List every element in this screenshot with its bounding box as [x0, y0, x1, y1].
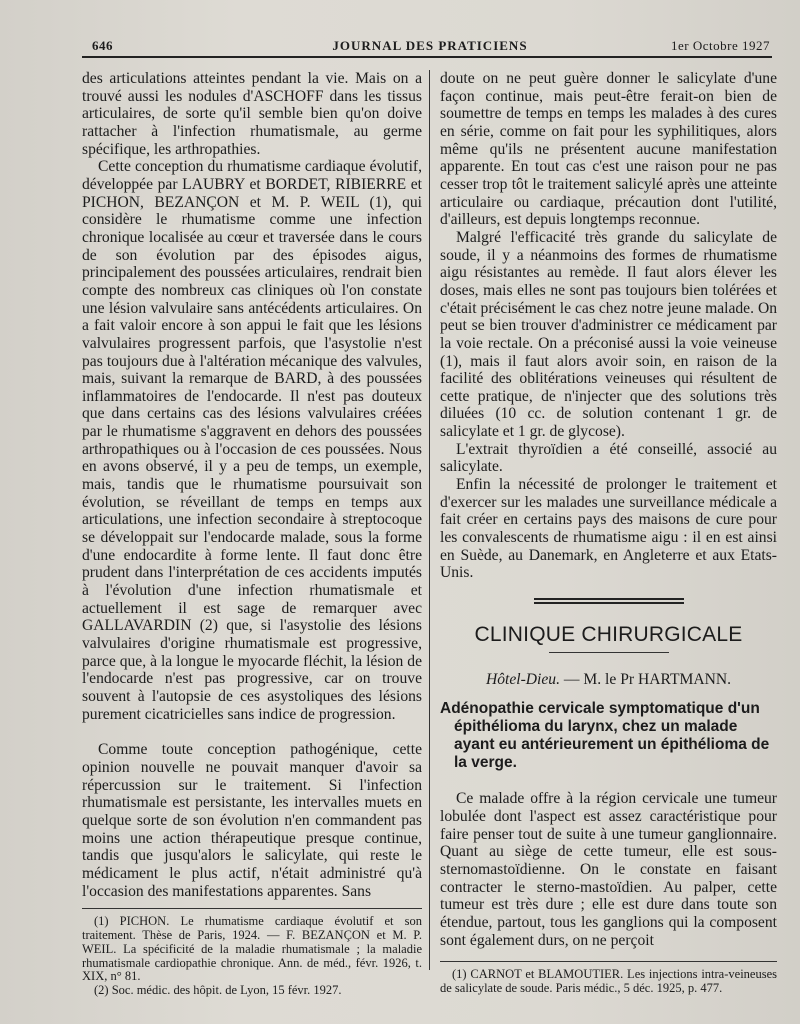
- article-title-line-1: Adénopathie cervicale symptomatique d'un: [440, 700, 760, 718]
- issue-date: 1er Octobre 1927: [671, 38, 770, 53]
- left-footnotes: [82, 915, 422, 998]
- section-title: CLINIQUE CHIRURGICALE: [474, 623, 743, 647]
- footnote-1: (1) PICHON. Le rhumatisme cardiaque évolutif et son traitement. Thèse de Paris, 1924. — F. BEZANÇON et M. P. WEIL. La spécificité de la maladie rhumatismale ; la maladie rhumatismale cardiopathie chronique. Ann. de méd., févr. 1926, t. XIX, n° 81.: [82, 914, 422, 984]
- left-paragraph-1: des articulations atteintes pendant la vie. Mais on a trouvé aussi les nodules d'ASCHOFF dans les tissus articulaires, de sorte qu'il semble bien qu'on doive rattacher à l'infection rhumatismale, au germe spécifique, les arthropathies.: [82, 70, 422, 158]
- professor-name: — M. le Pr HARTMANN.: [563, 670, 732, 688]
- article-title-line-3: ayant eu antérieurement un épithélioma de: [454, 736, 770, 754]
- left-column: [82, 70, 422, 998]
- running-header: [90, 36, 770, 54]
- article-title-line-4: la verge.: [454, 754, 517, 772]
- article-title-line-2: épithélioma du larynx, chez un malade: [454, 718, 738, 736]
- hospital-name: Hôtel-Dieu.: [485, 670, 560, 688]
- right-footnote-1: (1) CARNOT et BLAMOUTIER. Les injections intra-veineuses de salicylate de soude. Paris médic., 5 déc. 1925, p. 477.: [440, 967, 777, 996]
- right-footnotes: [440, 968, 777, 996]
- right-footnote-rule: [440, 961, 777, 962]
- right-paragraph-4: Enfin la nécessité de prolonger le traitement et d'exercer sur les malades une surveillance médicale a fait créer en certains pays des maisons de cure pour les convalescents de rhumatisme aigu : il en est ainsi en Suède, au Danemark, en Angleterre et aux Etats-Unis.: [440, 476, 777, 582]
- right-paragraph-5: Ce malade offre à la région cervicale une tumeur lobulée dont l'aspect est assez caractéristique pour faire penser tout de suite à une tumeur ganglionnaire. Quant au siège de cette tumeur, elle est sous-sternomastoïdienne. On le constate en faisant contracter le sterno-mastoïdien. Au palper, cette tumeur est très dure ; elle est dure dans toute son étendue, partout, tous les ganglions qui la composent sont également durs, on ne perçoit: [440, 790, 777, 949]
- right-column: [440, 70, 777, 996]
- left-paragraph-3: Comme toute conception pathogénique, cette opinion nouvelle ne pouvait manquer d'avoir sa répercussion sur le traitement. Si l'infection rhumatismale est persistante, les intervalles muets en quelque sorte de son évolution n'en commandent pas moins une action thérapeutique presque continue, tandis que jusqu'alors le salicylate, qui reste le médicament le plus actif, n'était administré qu'à l'occasion des manifestations apparentes. Sans: [82, 741, 422, 900]
- right-paragraph-2: Malgré l'efficacité très grande du salicylate de soude, il y a néanmoins des formes de rhumatisme aigu résistantes au remède. Il faut alors élever les doses, mais elles ne sont pas toujours bien tolérées et c'était précisément le cas chez notre jeune malade. On peut se bien trouver d'administrer ce médicament par la voie rectale. On a préconisé aussi la voie veineuse (1), mais il faut alors avoir soin, en raison de la facilité des oblitérations veineuses qui résultent de cette pratique, de n'injecter que des solutions très diluées (10 cc. de solution contenant 1 gr. de salicylate et 1 gr. de glycose).: [440, 228, 777, 441]
- page-number: 646: [92, 38, 113, 53]
- left-paragraph-2: Cette conception du rhumatisme cardiaque évolutif, développée par LAUBRY et BORDET, RIBIERRE et PICHON, BEZANÇON et M. P. WEIL (1), qui considère le rhumatisme comme une infection chronique localisée au cœur et traversée dans le cours de son évolution par des épisodes aigus, principalement des poussées articulaires, rendrait bien compte des nombreux cas cliniques où l'on constate une lésion valvulaire sans antécédents articulaires. On a fait valoir encore à son appui le fait que les lésions valvulaires progressent parfois, que l'asystolie n'est pas toujours due à l'altération mécanique des valvules, mais, suivant la remarque de BARD, à des poussées inflammatoires de l'endocarde. Il n'est pas douteux que dans certains cas des lésions valvulaires créées par le rhumatisme s'aggravent en dehors des poussées arthropathiques ou à l'occasion de ces poussées. Nous en avons observé, il y a peu de temps, un exemple, mais, tandis que le rhumatisme poursuivait son évolution, se réveillant de temps en temps aux articulations, une infection secondaire à streptocoque se développait sur l'endocarde malade, sous la forme d'une endocardite à forme lente. Il faut donc être prudent dans l'interprétation de ces accidents imputés à l'évolution d'une infection rhumatismale et actuellement il est sage de remarquer avec GALLAVARDIN (2) que, si l'asystolie des lésions valvulaires d'origine rhumatismale est progressive, parce que, à la longue le myocarde fléchit, la lésion de l'endocarde n'est pas progressive, car on trouve souvent à l'autopsie de ces asystoliques des lésions purement cicatricielles sans indice de progression.: [82, 158, 422, 723]
- journal-title: JOURNAL DES PRATICIENS: [332, 38, 528, 53]
- right-paragraph-3: L'extrait thyroïdien a été conseillé, associé au salicylate.: [440, 440, 777, 476]
- article-title: [440, 700, 777, 772]
- section-underline: [549, 652, 669, 653]
- footnote-2: (2) Soc. médic. des hôpit. de Lyon, 15 févr. 1927.: [94, 983, 342, 998]
- header-rule: [82, 56, 772, 58]
- footnote-rule: [82, 908, 422, 909]
- section-ornament: [534, 598, 684, 604]
- hospital-line: [440, 671, 777, 689]
- column-divider: [429, 70, 430, 970]
- right-paragraph-1: doute on ne peut guère donner le salicylate d'une façon continue, mais peut-être ferait-on bien de soumettre de temps en temps les malades à des cures en série, comme on fait pour les syphilitiques, alors même qu'ils ne présentent aucune manifestation apparente. En tout cas c'est une raison pour ne pas cesser trop tôt le traitement salicylé après une atteinte articulaire ou cardiaque, précaution dont l'utilité, d'ailleurs, est depuis longtemps reconnue.: [440, 70, 777, 229]
